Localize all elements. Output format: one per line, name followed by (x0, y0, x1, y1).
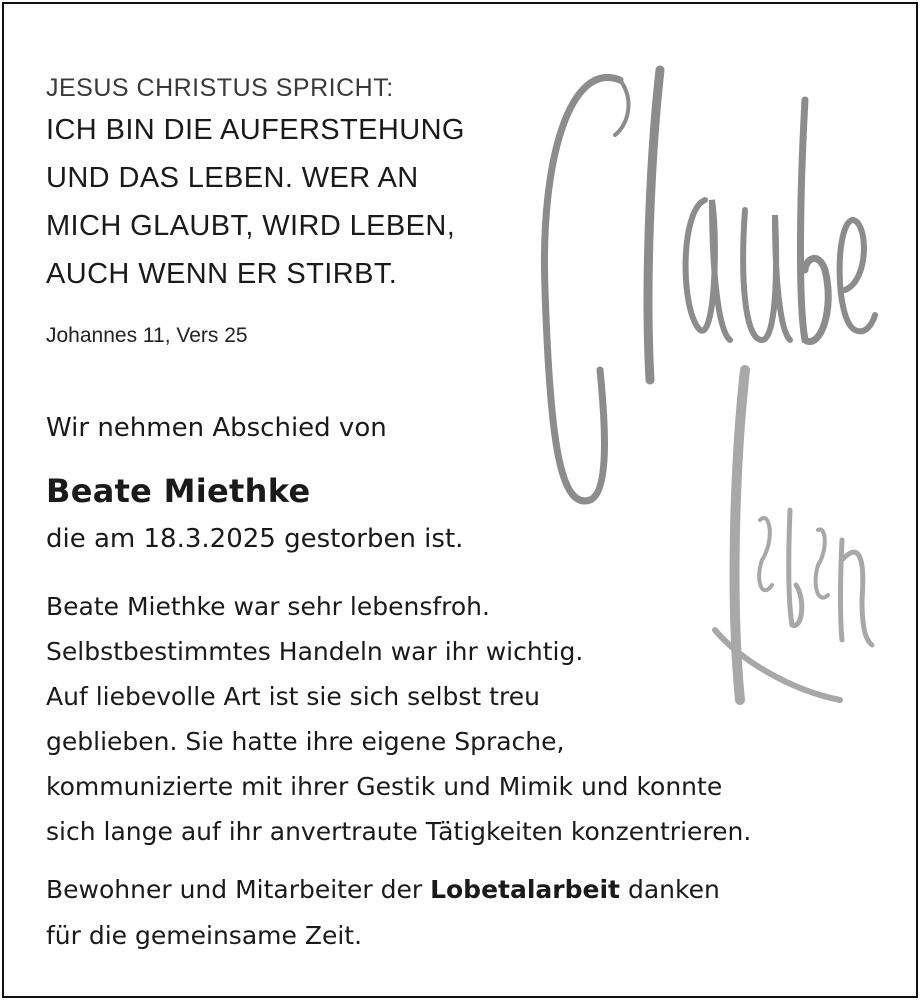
calligraphy-glaube (544, 70, 875, 501)
verse-intro: JESUS CHRISTUS SPRICHT: (46, 74, 394, 102)
verse-source: Johannes 11, Vers 25 (46, 324, 248, 347)
farewell-line: Wir nehmen Abschied von (46, 413, 387, 443)
verse-line: AUCH WENN ER STIRBT. (46, 258, 398, 290)
biography-line: Beate Miethke war sehr lebensfroh. (46, 592, 490, 621)
verse-line: MICH GLAUBT, WIRD LEBEN, (46, 210, 456, 242)
death-date-line: die am 18.3.2025 gestorben ist. (46, 524, 464, 554)
thanks-note (46, 867, 720, 959)
biography-line: Auf liebevolle Art ist sie sich selbst treu (46, 682, 540, 711)
deceased-name: Beate Miethke (46, 472, 311, 510)
thanks-line (46, 867, 720, 913)
biography (46, 584, 751, 854)
bible-verse (46, 70, 465, 298)
verse-line: ICH BIN DIE AUFERSTEHUNG (46, 114, 465, 146)
organization-name: Lobetalarbeit (430, 875, 620, 904)
biography-line: sich lange auf ihr anvertraute Tätigkeiten konzentrieren. (46, 817, 752, 846)
verse-line: UND DAS LEBEN. WER AN (46, 162, 419, 194)
biography-line: Selbstbestimmtes Handeln war ihr wichtig. (46, 637, 584, 666)
thanks-before: Bewohner und Mitarbeiter der (46, 875, 431, 904)
thanks-line: für die gemeinsame Zeit. (46, 921, 363, 950)
biography-line: geblieben. Sie hatte ihre eigene Sprache, (46, 727, 565, 756)
biography-line: kommunizierte mit ihrer Gestik und Mimik und konnte (46, 772, 723, 801)
thanks-after: danken (620, 875, 720, 904)
